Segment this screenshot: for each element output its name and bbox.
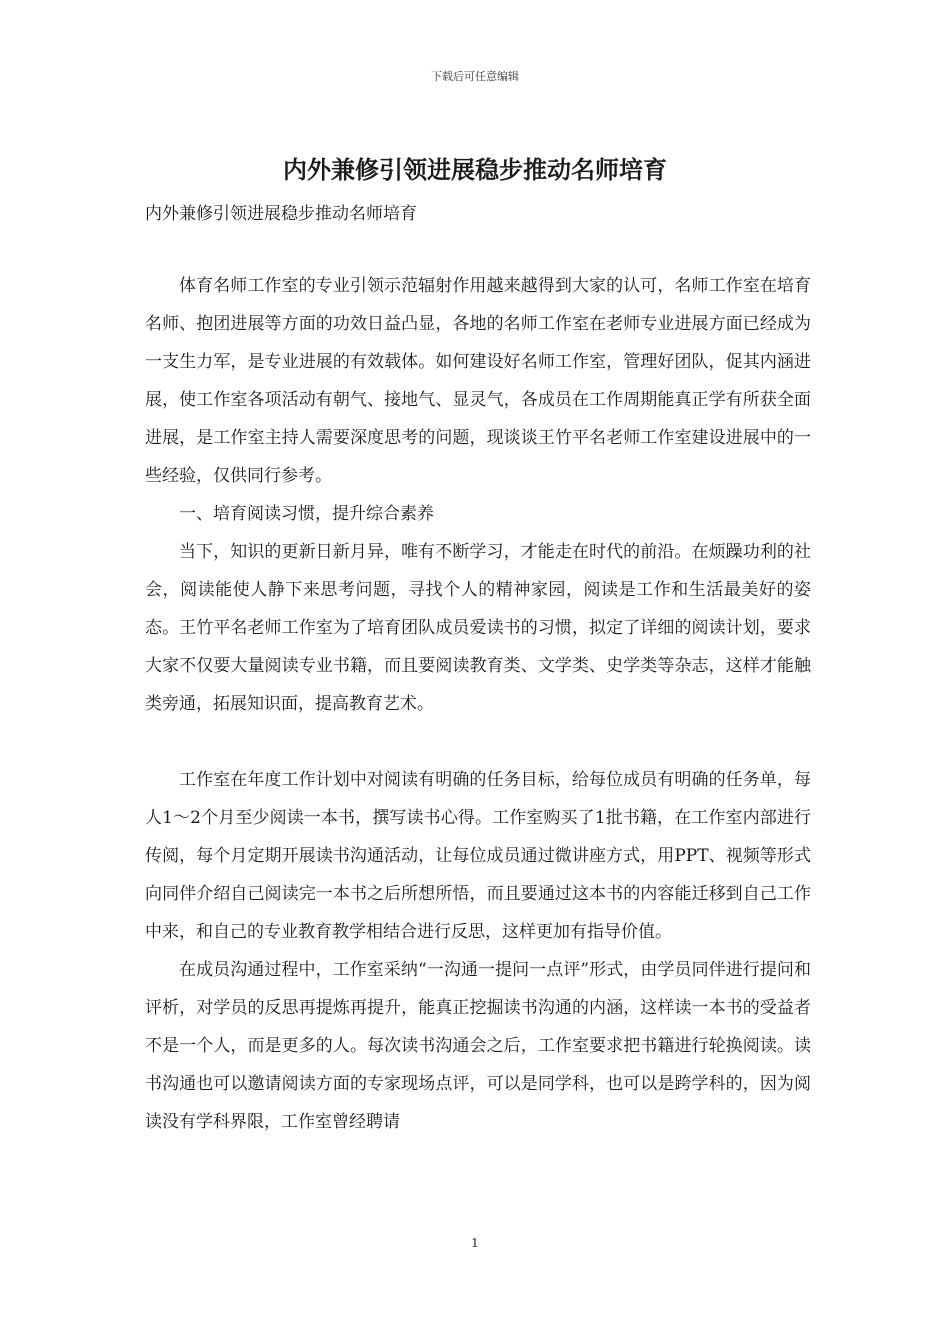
paragraph-reading-habits: 当下，知识的更新日新月异，唯有不断学习，才能走在时代的前沿。在烦躁功利的社会，阅读能使人静下来思考问题，寻找个人的精神家园，阅读是工作和生活最美好的姿态。王竹平名老师工作室为了培育团队成员爱读书的习惯，拟定了详细的阅读计划，要求大家不仅要大量阅读专业书籍，而且要阅读教育类、文学类、史学类等杂志，这样才能触类旁通，拓展知识面，提高教育艺术。 bbox=[145, 542, 811, 714]
paragraph-reading-plan: 工作室在年度工作计划中对阅读有明确的任务目标，给每位成员有明确的任务单，每人1～2个月至少阅读一本书，撰写读书心得。工作室购买了1批书籍，在工作室内部进行传阅，每个月定期开展读书沟通活动，让每位成员通过微讲座方式，用PPT、视频等形式向同伴介绍自己阅读完一本书之后所想所悟，而且要通过这本书的内容能迁移到自己工作中来，和自己的专业教育教学相结合进行反思，这样更加有指导价值。 bbox=[145, 770, 811, 942]
page-number: 1 bbox=[471, 1236, 479, 1250]
document-body bbox=[145, 267, 811, 1141]
paragraph-intro: 体育名师工作室的专业引领示范辐射作用越来越得到大家的认可，名师工作室在培育名师、抱团进展等方面的功效日益凸显，各地的名师工作室在老师专业进展方面已经成为一支生力军，是专业进展的有效载体。如何建设好名师工作室，管理好团队，促其内涵进展，使工作室各项活动有朝气、接地气、显灵气，各成员在工作周期能真正学有所获全面进展，是工作室主持人需要深度思考的问题，现谈谈王竹平名老师工作室建设进展中的一些经验，仅供同行参考。 bbox=[145, 276, 811, 486]
paragraph-exchange: 在成员沟通过程中，工作室采纳“一沟通一提问一点评”形式，由学员同伴进行提问和评析，对学员的反思再提炼再提升，能真正挖掘读书沟通的内涵，这样读一本书的受益者不是一个人，而是更多的人。每次读书沟通会之后，工作室要求把书籍进行轮换阅读。读书沟通也可以邀请阅读方面的专家现场点评，可以是同学科，也可以是跨学科的，因为阅读没有学科界限，工作室曾经聘请 bbox=[145, 960, 811, 1132]
section-heading: 一、培育阅读习惯，提升综合素养 bbox=[179, 504, 434, 524]
document-subtitle: 内外兼修引领进展稳步推动名师培育 bbox=[145, 204, 417, 224]
document-title: 内外兼修引领进展稳步推动名师培育 bbox=[283, 155, 667, 184]
page-header-note: 下载后可任意编辑 bbox=[431, 70, 519, 83]
